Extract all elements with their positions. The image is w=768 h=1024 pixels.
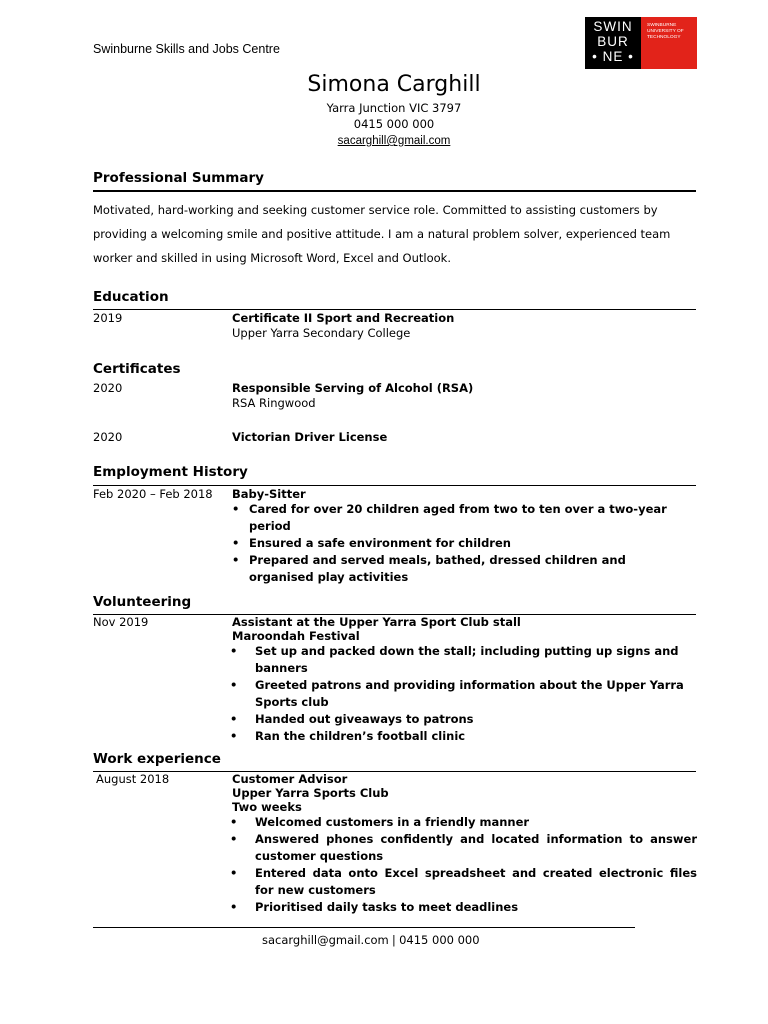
work-entry [232, 772, 697, 916]
footer-email[interactable]: sacarghill@gmail.com [262, 933, 389, 947]
footer-phone: 0415 000 000 [399, 933, 480, 947]
logo-tag-2: UNIVERSITY OF [647, 29, 684, 34]
email-container [0, 133, 768, 147]
footer-contact [262, 933, 480, 947]
work-role: Customer Advisor [232, 772, 348, 786]
education-divider [93, 309, 696, 310]
volunteering-bullets [232, 643, 697, 745]
list-item: • Ran the children’s football clinic [232, 728, 697, 745]
employment-heading: Employment History [93, 464, 248, 480]
logo-line-2: BUR [597, 34, 629, 49]
employment-role: Baby-Sitter [232, 487, 306, 501]
summary-text: Motivated, hard-working and seeking customer service role. Committed to assisting customers by providing a welcoming smile and positive attitude. I am a natural problem solver, experienced team worker and skilled in using Microsoft Word, Excel and Outlook. [93, 203, 671, 265]
certificate-entry [232, 381, 697, 410]
volunteering-heading: Volunteering [93, 594, 192, 610]
candidate-name: Simona Carghill [307, 72, 481, 97]
email-link[interactable]: sacarghill@gmail.com [337, 135, 451, 147]
employment-date: Feb 2020 – Feb 2018 [93, 487, 213, 501]
logo-tag-1: SWINBURNE [647, 23, 677, 28]
education-entry [232, 311, 697, 340]
list-item: • Prepared and served meals, bathed, dressed children and organised play activities [232, 552, 677, 586]
logo-wordmark [585, 17, 641, 69]
education-title: Certificate II Sport and Recreation [232, 311, 455, 325]
education-org: Upper Yarra Secondary College [232, 326, 411, 340]
logo-line-3: • NE • [592, 49, 634, 64]
certificate-org: RSA Ringwood [232, 396, 316, 410]
education-date: 2019 [93, 311, 123, 325]
list-item: • Set up and packed down the stall; including putting up signs and banners [232, 643, 697, 677]
certificates-heading: Certificates [93, 361, 181, 377]
volunteering-org: Maroondah Festival [232, 629, 360, 643]
logo-tag-3: TECHNOLOGY [647, 35, 681, 40]
certificate-date: 2020 [93, 430, 123, 444]
volunteering-date: Nov 2019 [93, 615, 149, 629]
certificate-title: Victorian Driver License [232, 430, 388, 444]
address: Yarra Junction VIC 3797 [326, 101, 462, 115]
phone: 0415 000 000 [353, 117, 435, 131]
list-item: • Answered phones confidently and located information to answer customer questions [232, 831, 697, 865]
summary-divider [93, 190, 696, 192]
employment-entry [232, 487, 697, 586]
organization-name: Swinburne Skills and Jobs Centre [93, 42, 280, 56]
list-item: • Welcomed customers in a friendly manner [232, 814, 697, 831]
work-bullets [232, 814, 697, 916]
work-heading: Work experience [93, 751, 221, 767]
volunteering-entry [232, 615, 697, 745]
list-item: • Handed out giveaways to patrons [232, 711, 697, 728]
work-date: August 2018 [96, 772, 170, 786]
logo-line-1: SWIN [593, 19, 633, 34]
logo-tagline [641, 17, 697, 69]
footer-divider [93, 927, 635, 928]
volunteering-role: Assistant at the Upper Yarra Sport Club stall [232, 615, 521, 629]
list-item: • Cared for over 20 children aged from two to ten over a two-year period [232, 501, 677, 535]
list-item: • Greeted patrons and providing information about the Upper Yarra Sports club [232, 677, 697, 711]
employment-bullets [232, 501, 677, 586]
footer-separator: | [392, 935, 396, 947]
list-item: • Prioritised daily tasks to meet deadlines [232, 899, 697, 916]
education-heading: Education [93, 289, 169, 305]
list-item: • Ensured a safe environment for children [232, 535, 677, 552]
list-item: • Entered data onto Excel spreadsheet and created electronic files for new customers [232, 865, 697, 899]
swinburne-logo [585, 17, 697, 69]
work-duration: Two weeks [232, 800, 302, 814]
work-org: Upper Yarra Sports Club [232, 786, 389, 800]
certificate-title: Responsible Serving of Alcohol (RSA) [232, 381, 474, 395]
summary-heading: Professional Summary [93, 170, 264, 186]
employment-divider [93, 485, 696, 486]
certificate-date: 2020 [93, 381, 123, 395]
